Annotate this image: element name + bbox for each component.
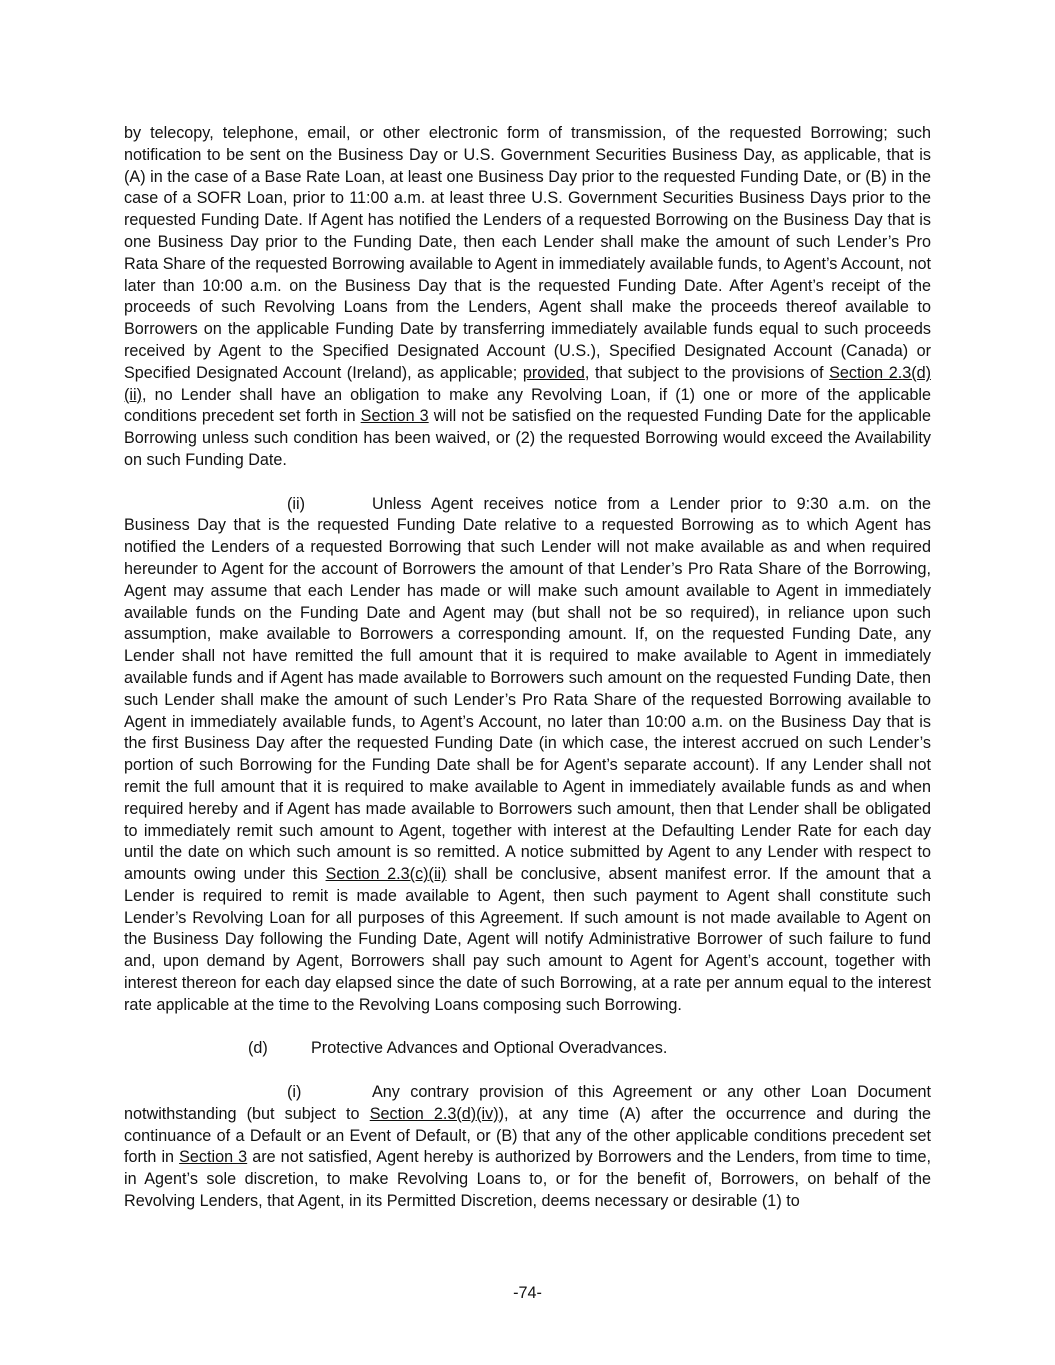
page-number: -74- (513, 1284, 542, 1302)
paragraph-text: Unless Agent receives notice from a Lender prior to 9:30 a.m. on the Business Day that is the requested Funding Date relative to a requested Borrowing as to which Agent has notified the Lenders of a requested Borrowing that such Lender will not make available as and when required hereunder to Agent for the account of Borrowers the amount of that Lender’s Pro Rata Share of the Borrowing, Agent may assume that each Lender has made or will make such amount available to Agent in immediately available funds on the Funding Date and Agent may (but shall not be so required), in reliance upon such assumption, make available to Borrowers a corresponding amount. If, on the requested Funding Date, any Lender shall not have remitted the full amount that it is required to make available to Agent in immediately available funds and if Agent has made available to Borrowers such amount on the requested Funding Date, then such Lender shall make the amount of such Lender’s Pro Rata Share of the requested Borrowing available to Agent in immediately available funds, to Agent’s Account, no later than 10:00 a.m. on the Business Day that is the first Business Day after the requested Funding Date (in which case, the interest accrued on such Lender’s portion of such Borrowing for the Funding Date shall be for Agent’s separate account). If any Lender shall not remit the full amount that it is required to make available to Agent in immediately available funds as and when required hereby and if Agent has made available to Borrowers such amount, then that Lender shall be obligated to immediately remit such amount to Agent, together with interest at the Defaulting Lender Rate for each day until the date on which such amount is so remitted. A notice submitted by Agent to any Lender with respect to amounts owing under this (124, 494, 931, 884)
subsection-marker: (d) (248, 1039, 268, 1058)
paragraph-text: shall be conclusive, absent manifest error. If the amount that a Lender is required to remit is made available to Agent, then such payment to Agent shall constitute such Lender’s Revolving Loan for all purposes of this Agreement. If such amount is not made available to Agent on the Business Day following the Funding Date, Agent will notify Administrative Borrower of such failure to fund and, upon demand by Agent, Borrowers shall pay such amount to Agent for Agent’s account, together with interest thereon for each day elapsed since the date of such Borrowing, at a rate per annum equal to the interest rate applicable at the time to the Revolving Loans composing such Borrowing. (124, 865, 931, 1014)
paragraph-text: by telecopy, telephone, email, or other electronic form of transmission, of the requested Borrowing; such notification to be sent on the Business Day or U.S. Government Securities Business Day, as applicable, that is (A) in the case of a Base Rate Loan, at least one Business Day prior to the requested Funding Date, or (B) in the case of a SOFR Loan, prior to 11:00 a.m. at least three U.S. Government Securities Business Days prior to the requested Funding Date. If Agent has notified the Lenders of a requested Borrowing on the Business Day that is one Business Day prior to the Funding Date, then each Lender shall make the amount of such Lender’s Pro Rata Share of the requested Borrowing available to Agent in immediately available funds, to Agent’s Account, not later than 10:00 a.m. on the Business Day that is the requested Funding Date. After Agent’s receipt of the proceeds of such Revolving Loans from the Lenders, Agent shall make the proceeds thereof available to Borrowers on the applicable Funding Date by transferring immediately available funds equal to such proceeds received by Agent to the Specified Designated Account (U.S.), Specified Designated Account (Canada) or Specified Designated Account (Ireland), as applicable; (124, 124, 931, 382)
paragraph-subsection-i (124, 1082, 931, 1213)
paragraph-subsection-ii (124, 494, 931, 1017)
subsection-marker: (i) (287, 1083, 302, 1102)
section-reference: Section 2.3(d)(ii) (124, 363, 931, 404)
section-heading-text: Protective Advances and Optional Overadvances. (311, 1039, 668, 1058)
section-reference: Section 3 (360, 407, 429, 426)
document-body (124, 123, 931, 1213)
section-heading-d (124, 1038, 931, 1060)
section-reference: Section 3 (179, 1148, 248, 1167)
subsection-marker: (ii) (287, 494, 305, 513)
provided-term: provided (522, 363, 585, 382)
paragraph-text: , that subject to the provisions of (584, 363, 830, 382)
section-reference: Section 2.3(d)(iv) (369, 1104, 499, 1123)
paragraph-text: , no Lender shall have an obligation to make any Revolving Loan, if (1) one or more of the applicable conditions precedent set forth in (124, 385, 931, 426)
paragraph-text: ), at any time (A) after the occurrence and during the continuance of a Default or an Event of Default, or (B) that any of the other applicable conditions precedent set forth in (124, 1104, 932, 1167)
section-reference: Section 2.3(c)(ii) (325, 865, 447, 884)
paragraph-borrowing-notice (124, 123, 931, 472)
paragraph-text: Any contrary provision of this Agreement or any other Loan Document notwithstanding (but subject to (124, 1083, 931, 1123)
paragraph-text: will not be satisfied on the requested Funding Date for the applicable Borrowing unless such condition has been waived, or (2) the requested Borrowing would exceed the Availability on such Funding Date. (124, 407, 931, 469)
paragraph-text: are not satisfied, Agent hereby is authorized by Borrowers and the Lenders, from time to time, in Agent’s sole discretion, to make Revolving Loans to, or for the benefit of, Borrowers, on behalf of the Revolving Lenders, that Agent, in its Permitted Discretion, deems necessary or desirable (1) to (124, 1148, 931, 1211)
